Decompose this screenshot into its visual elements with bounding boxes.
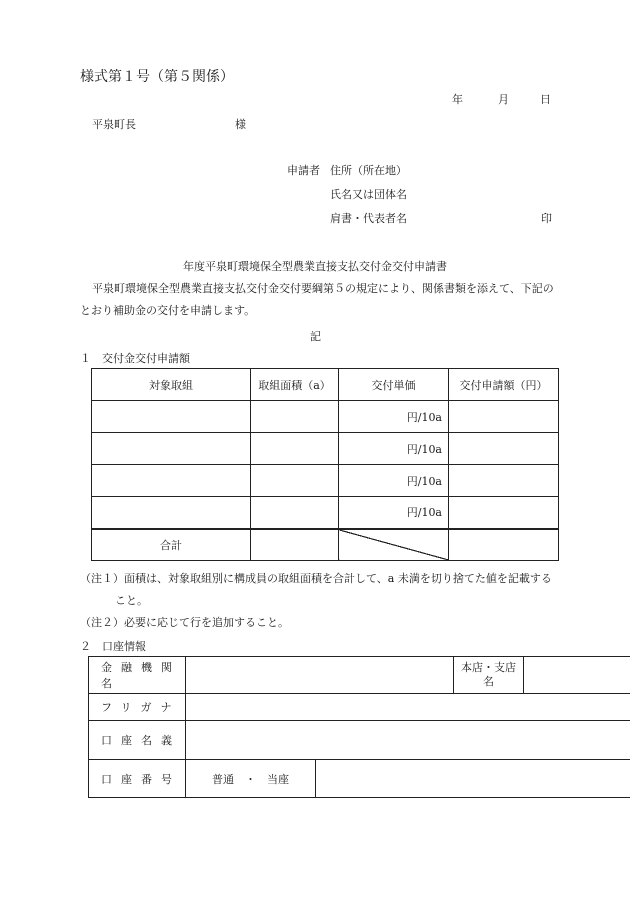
table-row <box>92 497 559 529</box>
date-month: 月 <box>498 93 509 106</box>
header-unit-price: 交付単価 <box>339 369 449 401</box>
table-header-row <box>92 369 559 401</box>
unit-price-cell: 円/10a <box>339 401 449 433</box>
date-year: 年 <box>452 93 463 106</box>
note1-line2: こと。 <box>115 594 148 607</box>
activity-cell[interactable] <box>92 465 251 497</box>
unit-price-cell: 円/10a <box>339 497 449 529</box>
total-area-cell[interactable] <box>251 529 339 561</box>
seal-mark: 印 <box>541 212 552 225</box>
amount-cell[interactable] <box>449 465 559 497</box>
area-cell[interactable] <box>251 433 339 465</box>
note1-line1: （注１）面積は、対象取組別に構成員の取組面積を合計して、a 未満を切り捨てた値を記載する <box>80 572 552 585</box>
header-target-activity: 対象取組 <box>92 369 251 401</box>
header-amount: 交付申請額（円） <box>449 369 559 401</box>
amount-cell[interactable] <box>449 497 559 529</box>
area-cell[interactable] <box>251 465 339 497</box>
form-number: 様式第１号（第５関係） <box>80 69 234 85</box>
account-number-field[interactable] <box>316 760 630 798</box>
total-unit-price-cell-slashed <box>339 529 449 561</box>
holder-row <box>89 721 630 760</box>
table-row <box>92 465 559 497</box>
date-day: 日 <box>540 93 551 106</box>
furigana-label: フリガナ <box>89 694 186 721</box>
table-row <box>92 401 559 433</box>
furigana-field[interactable] <box>186 694 630 721</box>
activity-cell[interactable] <box>92 497 251 529</box>
unit-price-cell: 円/10a <box>339 465 449 497</box>
account-holder-label: 口座名義 <box>89 721 186 760</box>
unit-price-cell: 円/10a <box>339 433 449 465</box>
branch-label-line1: 本店・支店 <box>461 661 516 674</box>
total-label: 合計 <box>92 529 251 561</box>
bank-account-table <box>88 656 630 798</box>
table-row <box>92 433 559 465</box>
applicant-name: 氏名又は団体名 <box>330 188 407 201</box>
ki-heading: 記 <box>310 330 321 343</box>
document-title: 年度平泉町環境保全型農業直接支払交付金交付申請書 <box>183 260 447 273</box>
total-row <box>92 529 559 561</box>
account-number-label: 口座番号 <box>89 760 186 798</box>
grant-amount-table <box>91 368 559 561</box>
amount-cell[interactable] <box>449 401 559 433</box>
header-area: 取組面積（a） <box>251 369 339 401</box>
branch-name-field[interactable] <box>524 657 630 694</box>
body-text-line2: とおり補助金の交付を申請します。 <box>80 304 256 317</box>
amount-cell[interactable] <box>449 433 559 465</box>
bank-name-field[interactable] <box>186 657 454 694</box>
account-holder-field[interactable] <box>186 721 630 760</box>
number-row <box>89 760 630 798</box>
body-text-line1: 平泉町環境保全型農業直接支払交付金交付要綱第５の規定により、関係書類を添えて、下記の <box>92 282 554 295</box>
section1-title: １ 交付金交付申請額 <box>80 352 190 365</box>
branch-label-line2: 名 <box>483 675 494 688</box>
account-type-selector[interactable]: 普通 ・ 当座 <box>186 760 316 798</box>
bank-name-label: 金融機関名 <box>89 657 186 694</box>
activity-cell[interactable] <box>92 401 251 433</box>
section2-title: ２ 口座情報 <box>80 640 146 653</box>
addressee-honorific: 様 <box>235 118 246 131</box>
applicant-title: 肩書・代表者名 <box>330 212 407 225</box>
branch-label <box>454 657 524 694</box>
applicant-address: 住所（所在地） <box>330 164 407 177</box>
applicant-role: 申請者 <box>287 164 320 177</box>
note2: （注２）必要に応じて行を追加すること。 <box>80 616 289 629</box>
bank-row <box>89 657 630 694</box>
activity-cell[interactable] <box>92 433 251 465</box>
area-cell[interactable] <box>251 401 339 433</box>
total-amount-cell[interactable] <box>449 529 559 561</box>
area-cell[interactable] <box>251 497 339 529</box>
furigana-row <box>89 694 630 721</box>
addressee-town: 平泉町長 <box>92 118 136 131</box>
